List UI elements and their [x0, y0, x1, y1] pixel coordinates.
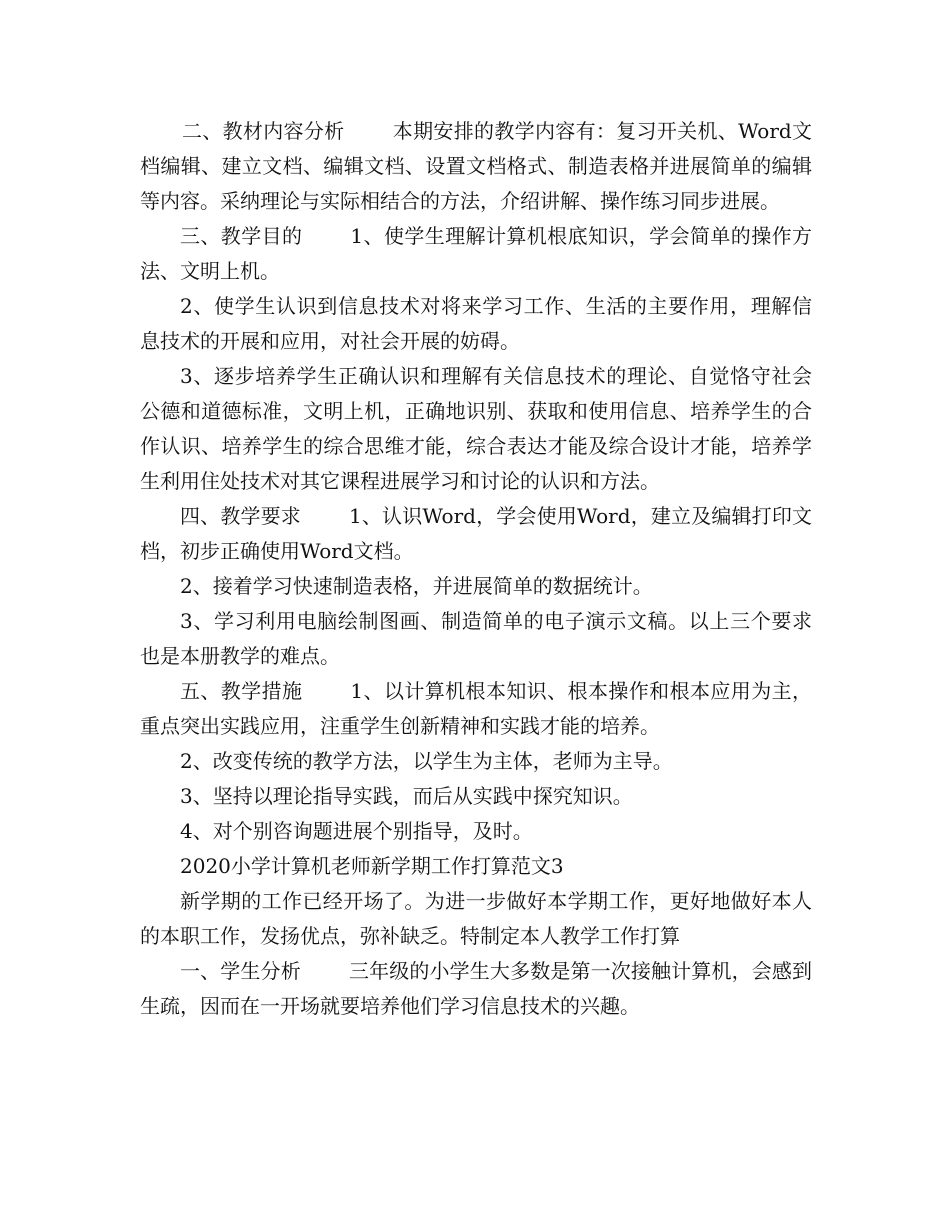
paragraph-text: 2、使学生认识到信息技术对将来学习工作、生活的主要作用，理解信息技术的开展和应用，对社会开展的妨碍。 [140, 294, 812, 353]
paragraph-section-5 [140, 674, 812, 744]
paragraph-text: 4、对个别咨询题进展个别指导，及时。 [180, 819, 533, 843]
paragraph-text: 三年级的小学生大多数是第一次接触计算机，会感到生疏，因而在一开场就要培养他们学习信息技术的兴趣。 [140, 959, 813, 1018]
paragraph-text: 3、逐步培养学生正确认识和理解有关信息技术的理论、自觉恪守社会公德和道德标准，文明上机，正确地识别、获取和使用信息、培养学生的合作认识、培养学生的综合思维才能，综合表达才能及综合设计才能，培养学生利用住处技术对其它课程进展学习和讨论的认识和方法。 [140, 364, 812, 493]
paragraph-text: 本期安排的教学内容有：复习开关机、Word文档编辑、建立文档、编辑文档、设置文档格式、制造表格并进展简单的编辑等内容。采纳理论与实际相结合的方法，介绍讲解、操作练习同步进展。 [140, 119, 813, 213]
paragraph-section-3 [140, 219, 812, 289]
paragraph-text: 2、改变传统的教学方法，以学生为主体，老师为主导。 [180, 749, 673, 773]
section-heading: 二、教材内容分析 [182, 119, 345, 143]
section-heading: 四、教学要求 [180, 504, 301, 528]
paragraph-text: 1、以计算机根本知识、根本操作和根本应用为主，重点突出实践应用，注重学生创新精神和实践才能的培养。 [140, 679, 812, 738]
paragraph-text: 3、学习利用电脑绘制图画、制造简单的电子演示文稿。以上三个要求也是本册教学的难点。 [140, 609, 812, 668]
paragraph-text: 3、坚持以理论指导实践，而后从实践中探究知识。 [180, 784, 633, 808]
paragraph-section-2 [140, 114, 812, 219]
paragraph-text: 新学期的工作已经开场了。为进一步做好本学期工作，更好地做好本人的本职工作，发扬优点，弥补缺乏。特制定本人教学工作打算 [140, 889, 812, 948]
document-page [140, 114, 812, 1024]
document-subtitle: 2020小学计算机老师新学期工作打算范文3 [180, 854, 564, 878]
section-heading: 五、教学措施 [180, 679, 303, 703]
section-heading: 一、学生分析 [180, 959, 301, 983]
section-heading: 三、教学目的 [180, 224, 303, 248]
paragraph-section-1 [140, 954, 812, 1024]
paragraph-text: 1、使学生理解计算机根底知识，学会简单的操作方法、文明上机。 [140, 224, 812, 283]
paragraph-text: 2、接着学习快速制造表格，并进展简单的数据统计。 [180, 574, 653, 598]
paragraph-section-4 [140, 499, 812, 569]
paragraph-text: 1、认识Word，学会使用Word，建立及编辑打印文档，初步正确使用Word文档。 [140, 504, 813, 563]
